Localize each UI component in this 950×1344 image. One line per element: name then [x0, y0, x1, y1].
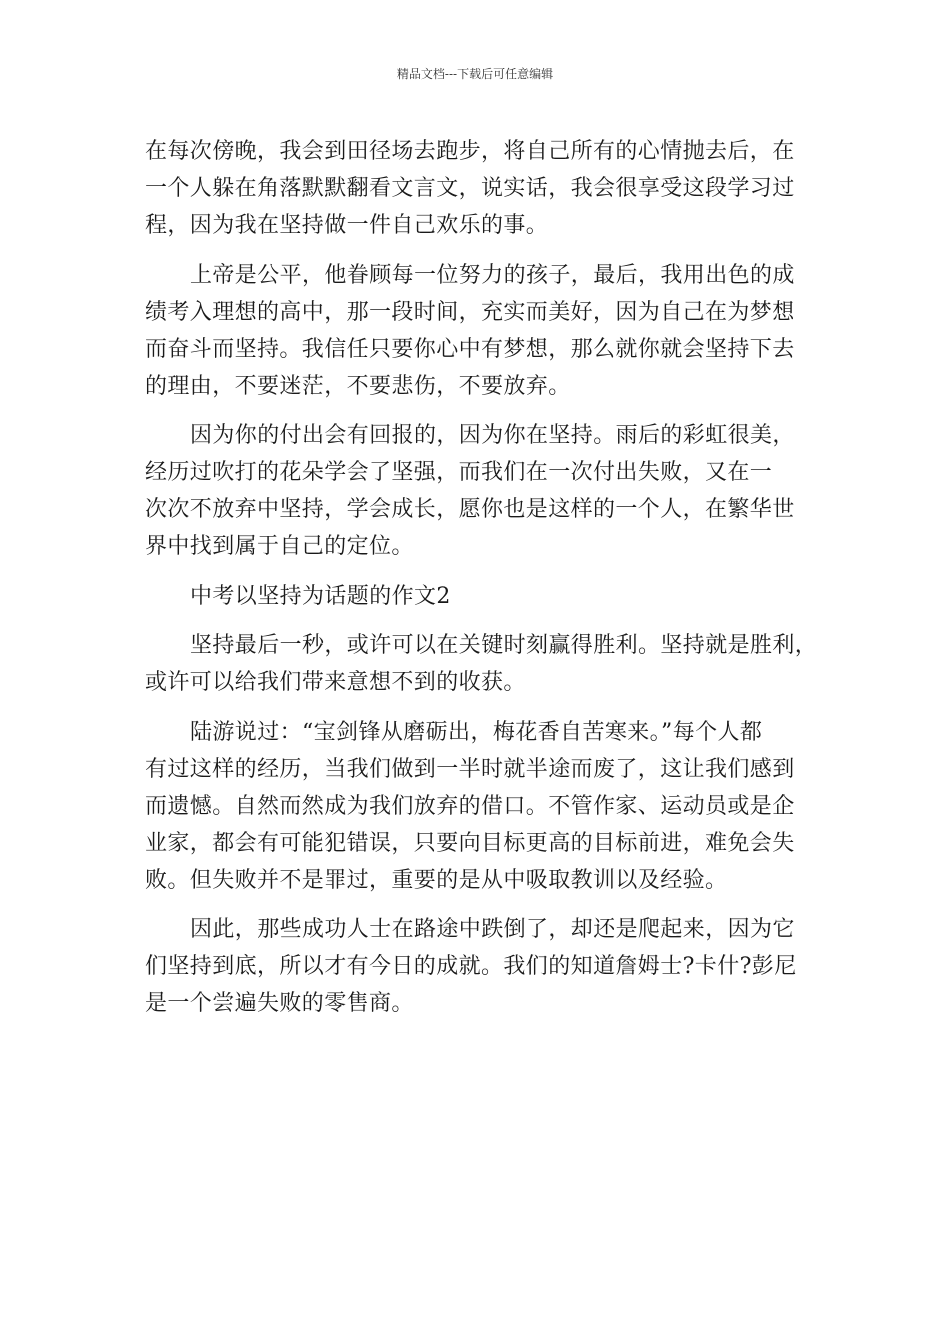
text-line: 的理由，不要迷茫，不要悲伤，不要放弃。	[145, 373, 571, 399]
text-line: 们坚持到底，所以才有今日的成就。我们的知道詹姆士?卡什?彭尼	[145, 954, 797, 979]
section-heading	[145, 578, 813, 615]
text-line: 坚持最后一秒，或许可以在关键时刻赢得胜利。坚持就是胜利，	[190, 633, 818, 658]
text-line: 有过这样的经历，当我们做到一半时就半途而废了，这让我们感到	[145, 756, 795, 782]
text-line: 经历过吹打的花朵学会了坚强，而我们在一次付出失败，又在一	[145, 460, 773, 485]
text-line: 是一个尝遍失败的零售商。	[145, 991, 414, 1016]
text-line: 而奋斗而坚持。我信任只要你心中有梦想，那么就你就会坚持下去	[145, 336, 795, 362]
text-line: 业家，都会有可能犯错误，只要向目标更高的目标前进，难免会失	[145, 830, 795, 856]
paragraph	[145, 714, 813, 899]
text-line: 陆游说过：“宝剑锋从磨砺出，梅花香自苦寒来。”每个人都	[190, 719, 763, 745]
text-line: 而遗憾。自然而然成为我们放弃的借口。不管作家、运动员或是企	[145, 793, 795, 819]
text-line: 界中找到属于自己的定位。	[145, 534, 414, 559]
text-line: 绩考入理想的高中，那一段时间，充实而美好，因为自己在为梦想	[145, 299, 795, 325]
paragraph	[145, 257, 813, 405]
text-line: 败。但失败并不是罪过，重要的是从中吸取教训以及经验。	[145, 867, 728, 893]
text-line: 程，因为我在坚持做一件自己欢乐的事。	[145, 213, 549, 238]
paragraph	[145, 133, 813, 244]
text-line: 次次不放弃中坚持，学会成长，愿你也是这样的一个人，在繁华世	[145, 497, 795, 522]
paragraph	[145, 417, 813, 565]
text-line: 上帝是公平，他眷顾每一位努力的孩子，最后，我用出色的成	[190, 262, 795, 288]
document-body	[145, 133, 818, 1022]
text-line: 或许可以给我们带来意想不到的收获。	[145, 670, 526, 695]
text-line: 因为你的付出会有回报的，因为你在坚持。雨后的彩虹很美，	[190, 423, 795, 448]
text-line: 因此，那些成功人士在路途中跌倒了，却还是爬起来，因为它	[190, 917, 795, 942]
page-header: 精品文档---下载后可任意编辑	[396, 67, 554, 81]
paragraph	[145, 627, 818, 701]
paragraph	[145, 911, 813, 1022]
heading-line: 中考以坚持为话题的作文2	[190, 583, 451, 609]
text-line: 一个人躲在角落默默翻看文言文，说实话，我会很享受这段学习过	[145, 176, 795, 201]
text-line: 在每次傍晚，我会到田径场去跑步，将自己所有的心情抛去后，在	[145, 139, 795, 164]
